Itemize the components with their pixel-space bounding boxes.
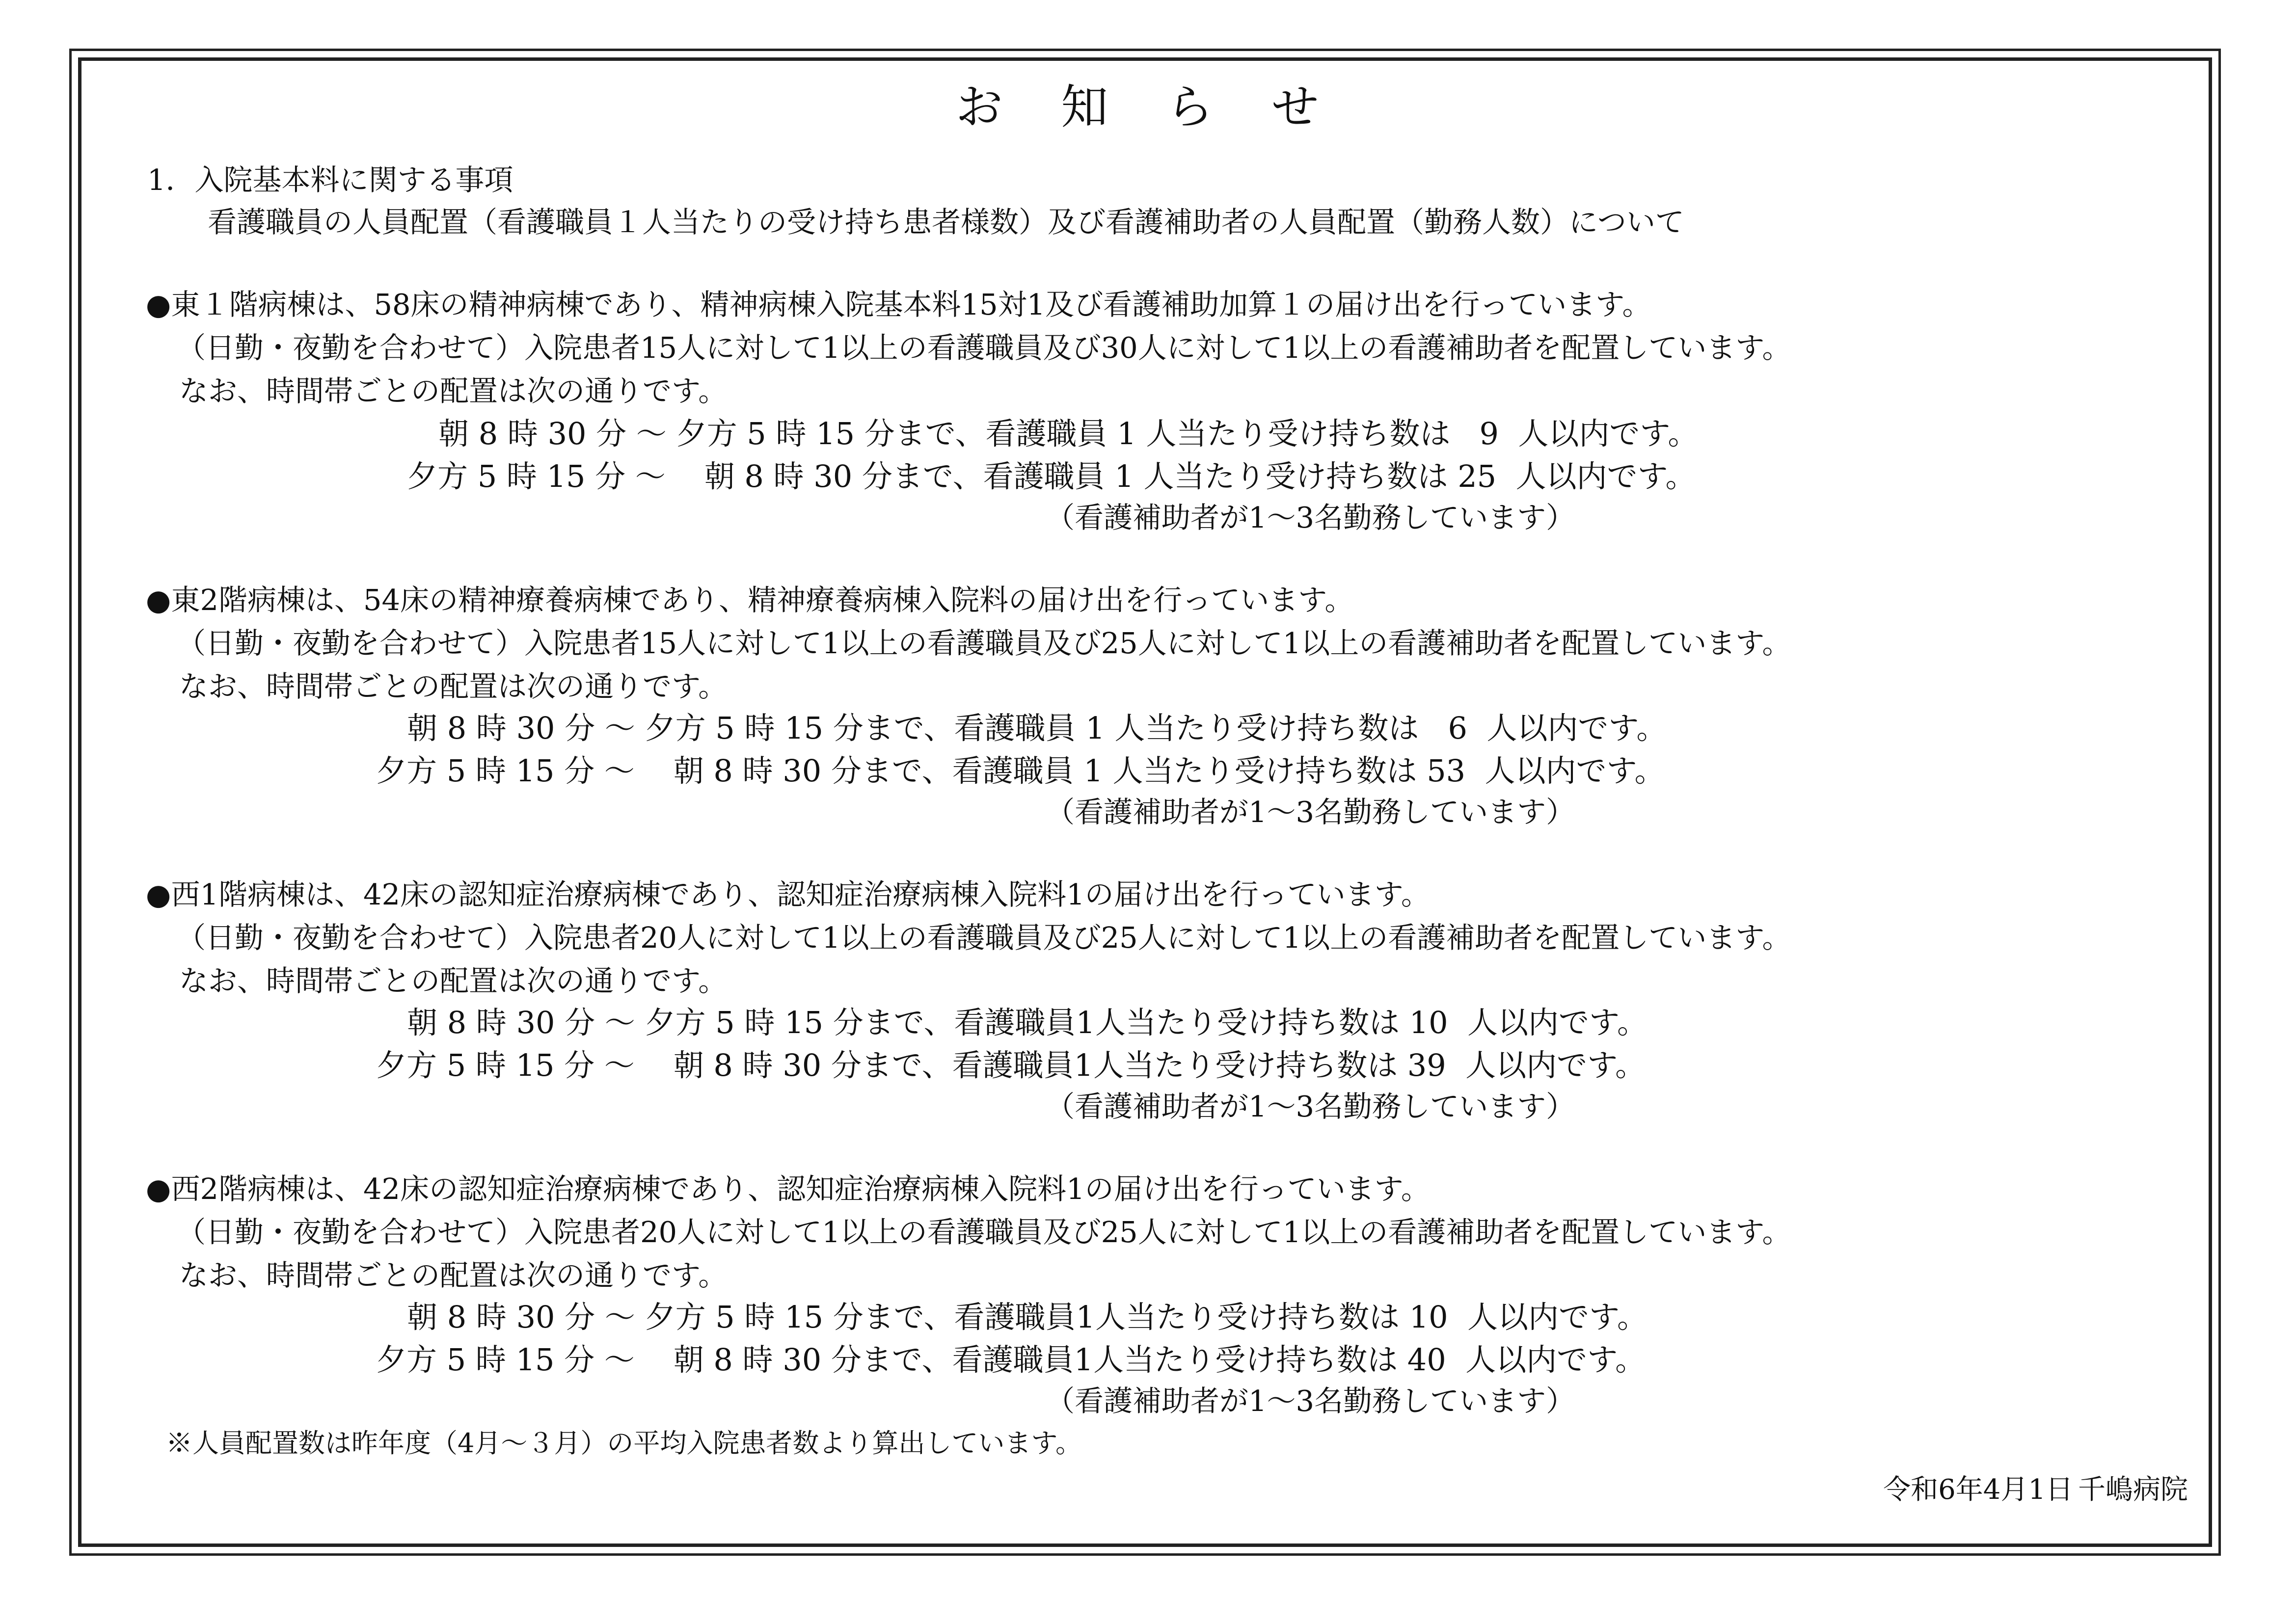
ward-west1-lead: ●西1階病棟は、42床の認知症治療病棟であり、認知症治療病棟入院料1の届け出を行っています。 [146, 878, 1430, 911]
ward-west1-intro: なお、時間帯ごとの配置は次の通りです。 [179, 964, 728, 998]
hospital-name: 千嶋病院 [2078, 1474, 2188, 1506]
ward-east2-ratio: （日勤・夜勤を合わせて）入院患者15人に対して1以上の看護職員及び25人に対して1以上の看護補助者を配置しています。 [177, 626, 1791, 660]
section-heading: 1．入院基本料に関する事項 [147, 163, 513, 197]
ward-west2-aide-note: （看護補助者が1〜3名勤務しています） [1046, 1384, 1575, 1418]
section-subheading: 看護職員の人員配置（看護職員１人当たりの受け持ち患者様数）及び看護補助者の人員配置（勤務人数）について [208, 205, 1684, 239]
ward-west2-lead: ●西2階病棟は、42床の認知症治療病棟であり、認知症治療病棟入院料1の届け出を行っています。 [146, 1172, 1430, 1206]
ward-east2-lead: ●東2階病棟は、54床の精神療養病棟であり、精神療養病棟入院料の届け出を行っています。 [146, 583, 1354, 617]
ward-east1-night-shift: 夕方 5 時 15 分 〜 朝 8 時 30 分まで、看護職員 1 人当たり受け持ち数は 25 人以内です。 [407, 458, 1696, 494]
ward-east2-intro: なお、時間帯ごとの配置は次の通りです。 [179, 669, 728, 703]
ward-east2-day-shift: 朝 8 時 30 分 〜 夕方 5 時 15 分まで、看護職員 1 人当たり受け持ち数は 6 人以内です。 [407, 710, 1667, 746]
ward-east1-lead: ●東１階病棟は、58床の精神病棟であり、精神病棟入院基本料15対1及び看護補助加算１の届け出を行っています。 [146, 288, 1651, 321]
ward-west1-aide-note: （看護補助者が1〜3名勤務しています） [1046, 1090, 1575, 1123]
ward-east2-night-shift: 夕方 5 時 15 分 〜 朝 8 時 30 分まで、看護職員 1 人当たり受け持ち数は 53 人以内です。 [376, 753, 1665, 789]
ward-east2-aide-note: （看護補助者が1〜3名勤務しています） [1046, 795, 1575, 829]
ward-east1-aide-note: （看護補助者が1〜3名勤務しています） [1046, 501, 1575, 534]
ward-west2-night-shift: 夕方 5 時 15 分 〜 朝 8 時 30 分まで、看護職員1人当たり受け持ち数は 40 人以内です。 [376, 1342, 1646, 1378]
ward-east1-ratio: （日勤・夜勤を合わせて）入院患者15人に対して1以上の看護職員及び30人に対して1以上の看護補助者を配置しています。 [177, 331, 1791, 365]
ward-west1-ratio: （日勤・夜勤を合わせて）入院患者20人に対して1以上の看護職員及び25人に対して1以上の看護補助者を配置しています。 [177, 921, 1791, 955]
ward-west1-night-shift: 夕方 5 時 15 分 〜 朝 8 時 30 分まで、看護職員1人当たり受け持ち数は 39 人以内です。 [376, 1047, 1646, 1083]
notice-title: お 知 ら せ [955, 80, 1341, 134]
ward-west2-day-shift: 朝 8 時 30 分 〜 夕方 5 時 15 分まで、看護職員1人当たり受け持ち数は 10 人以内です。 [407, 1299, 1648, 1335]
ward-west1-day-shift: 朝 8 時 30 分 〜 夕方 5 時 15 分まで、看護職員1人当たり受け持ち数は 10 人以内です。 [407, 1005, 1648, 1040]
ward-west2-intro: なお、時間帯ごとの配置は次の通りです。 [179, 1258, 728, 1292]
ward-east1-intro: なお、時間帯ごとの配置は次の通りです。 [179, 374, 728, 408]
calculation-footnote: ※人員配置数は昨年度（4月〜３月）の平均入院患者数より算出しています。 [166, 1428, 1082, 1459]
ward-west2-ratio: （日勤・夜勤を合わせて）入院患者20人に対して1以上の看護職員及び25人に対して1以上の看護補助者を配置しています。 [177, 1215, 1791, 1249]
issue-date: 令和6年4月1日 [1883, 1474, 2073, 1506]
ward-east1-day-shift: 朝 8 時 30 分 〜 夕方 5 時 15 分まで、看護職員 1 人当たり受け持ち数は 9 人以内です。 [438, 416, 1699, 452]
